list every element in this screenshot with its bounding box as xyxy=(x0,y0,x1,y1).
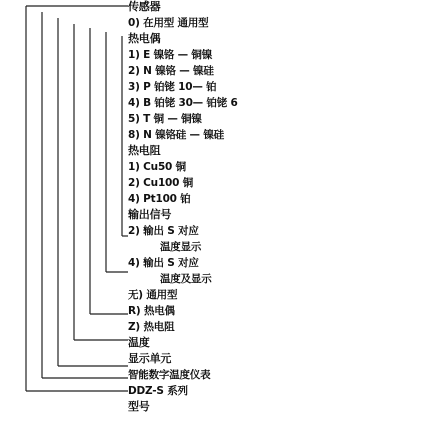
heading-rtd: 热电阻 xyxy=(128,144,161,157)
option-cu100: 2) Cu100 铜 xyxy=(128,177,194,189)
heading-model: 型号 xyxy=(128,400,150,413)
label-ddz-series: DDZ-S 系列 xyxy=(128,385,188,397)
heading-thermocouple: 热电偶 xyxy=(128,32,161,45)
option-pt100: 4) Pt100 铂 xyxy=(128,193,191,205)
option-n: 2) N 镍铬 — 镍硅 xyxy=(128,65,214,77)
option-z: Z) 热电阻 xyxy=(128,321,175,333)
option-output-2: 2) 输出 S 对应 xyxy=(128,225,199,237)
option-t: 5) T 铜 — 铜镍 xyxy=(128,113,202,125)
option-type: 0) 在用型 通用型 xyxy=(128,17,209,29)
option-output-4-cont: 温度及显示 xyxy=(160,273,212,285)
option-general: 无) 通用型 xyxy=(128,289,178,301)
option-r: R) 热电偶 xyxy=(128,305,175,317)
option-cu50: 1) Cu50 铜 xyxy=(128,161,186,173)
heading-sensor: 传感器 xyxy=(128,0,161,13)
option-output-2-cont: 温度显示 xyxy=(160,241,202,253)
heading-output: 输出信号 xyxy=(128,208,172,221)
option-b: 4) B 铂铑 30— 铂铑 6 xyxy=(128,97,238,109)
option-e: 1) E 镍铬 — 铜镍 xyxy=(128,49,212,61)
option-n-nicrsi: 8) N 镍铬硅 — 镍硅 xyxy=(128,129,224,141)
label-smart-meter: 智能数字温度仪表 xyxy=(128,369,211,381)
heading-display-unit: 显示单元 xyxy=(128,352,172,365)
heading-temperature: 温度 xyxy=(128,336,150,349)
option-output-4: 4) 输出 S 对应 xyxy=(128,257,199,269)
option-p: 3) P 铂铑 10— 铂 xyxy=(128,81,217,93)
